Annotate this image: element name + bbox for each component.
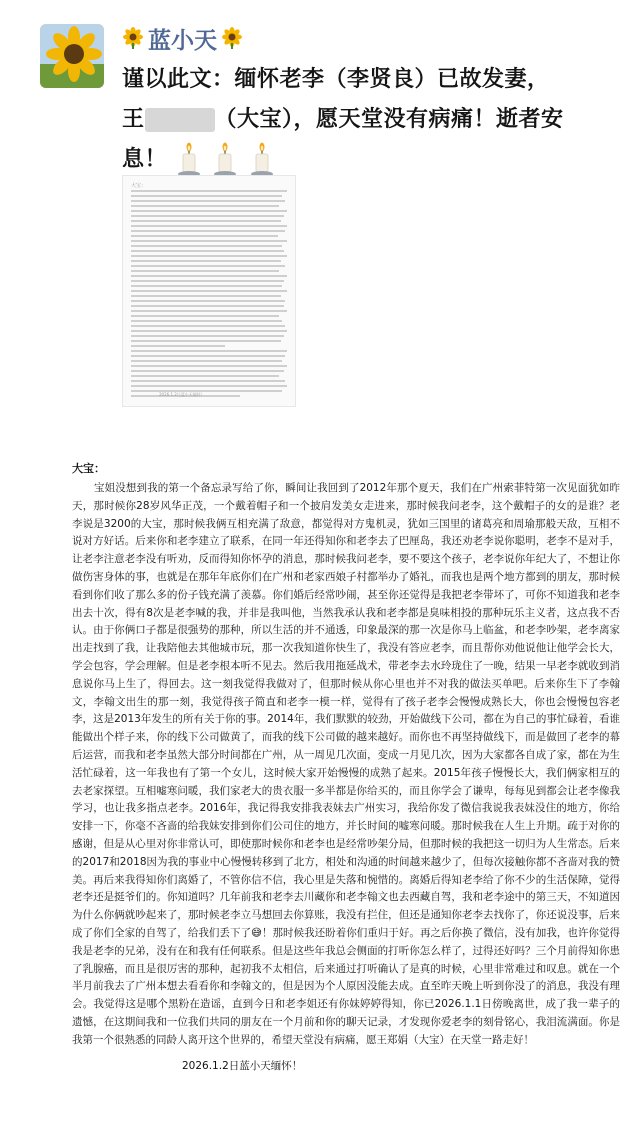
thumbnail-text-line — [131, 200, 285, 202]
caption-line-2-prefix: 王 — [122, 107, 145, 132]
thumbnail-text-line — [131, 380, 285, 382]
thumbnail-header: 大宝： — [131, 183, 147, 189]
thumbnail-footer: 2026.1.2日蓝小天缅怀！ — [159, 392, 205, 397]
thumbnail-text-line — [131, 290, 287, 292]
thumbnail-text-line — [131, 265, 285, 267]
thumbnail-text-line — [131, 385, 287, 387]
thumbnail-text-line — [131, 250, 284, 252]
thumbnail-text-line — [131, 205, 279, 207]
thumbnail-text-lines — [131, 190, 287, 400]
post-caption — [122, 60, 622, 180]
thumbnail-text-line — [131, 370, 284, 372]
candle-icon — [175, 142, 203, 178]
thumbnail-text-line — [131, 320, 282, 322]
thumbnail-text-line — [131, 285, 282, 287]
sunflower-icon — [221, 27, 243, 49]
thumbnail-text-line — [131, 190, 287, 192]
caption-line-3-text: 息！ — [122, 147, 168, 172]
thumbnail-text-line — [131, 350, 287, 352]
thumbnail-text-line — [131, 355, 285, 357]
thumbnail-text-line — [131, 325, 285, 327]
thumbnail-text-line — [131, 215, 284, 217]
thumbnail-text-line — [131, 245, 282, 247]
thumbnail-text-line — [131, 310, 287, 312]
thumbnail-text-line — [131, 315, 279, 317]
thumbnail-text-line — [131, 270, 279, 272]
thumbnail-text-line — [131, 365, 287, 367]
letter-document — [72, 460, 620, 1073]
thumbnail-text-line — [131, 225, 287, 227]
thumbnail-text-line — [131, 235, 278, 237]
caption-line-2 — [122, 100, 622, 140]
thumbnail-text-line — [131, 275, 287, 277]
attached-image-thumbnail[interactable] — [122, 175, 296, 407]
thumbnail-text-line — [131, 280, 284, 282]
thumbnail-text-line — [131, 335, 284, 337]
thumbnail-text-line — [131, 300, 285, 302]
letter-body: 宝姐没想到我的第一个备忘录写给了你，瞬间让我回到了2012年那个夏天，我们在广州索菲特第一次见面犹如昨天，那时候你28岁风华正茂，一个戴着帽子和一个披肩发美女走进来，那时候我问老李，这个戴帽子的女的是谁？老李说是3200的大宝，那时候我俩互相充满了敌意，都觉得对方鬼机灵，犹如三国里的诸葛亮和周瑜那般天敌，互相不说对方好话。后来你和老李建立了联系，在同一年还得知你和老李去了巴厘岛，我还劝老李说你聪明，老李不是对手，让老李注意老李没有听劝，反而得知你怀孕的消息，那时候我问老李，要不要这个孩子，老李说你年纪大了，不想让你做伤害身体的事，也就是在那年年底你们在广州和老家西娘子村都举办了婚礼，而我也是两个地方都到的朋友，那时候看到你们收了那么多的份子钱充满了羡慕。你们婚后经常吵闹，甚至你还觉得是我把老李带坏了，可你不知道我和老李出去十次，得有8次是老李喊的我，并非是我叫他，当然我承认我和老李都是臭味相投的那种玩乐主义者，这点我不否认。由于你俩口子都是很强势的那种，所以生活的并不通透，印象最深的那一次是你马上临盆，和老李吵架，老李离家出走找到了我，让我陪他去其他城市玩，那一次我知道你快生了，我没有答应老李，而且帮你劝他说他让他学会长大，学会包容，学会理解。但是老李根本听不见去。然后我用拖延战术，带老李去水玲珑住了一晚，结果一早老李就收到消息说你马上生了，得回去。这一刻我觉得我做对了，但那时候从你心里也并不对我的做法买单吧。后来你生下了李翰文，李翰文出生的那一刻，我觉得孩子简直和老李一模一样，觉得有了孩子老李会慢慢成熟长大，你也会慢慢包容老李，这是2013年发生的所有关于你的事。2014年，我们默默的较劲，开始做线下公司，都在为自己的事忙碌着，看谁能做出个样子来，你的线下公司做黄了，而我的线下公司做的越来越好。而你也不再坚持做线下，而是做回了老李的幕后运营，而我和老李虽然大部分时间都在广州，从一周见几次面，变成一月见几次，因为大家都各自成了家，都在为生活忙碌着，这一年我也有了第一个女儿，这时候大家开始慢慢的成熟了起来。2015年孩子慢慢长大，我们俩家相互的去老家探望。互相嘘寒问暖，我们家老大的贵衣服一多半都是你给买的，而且你学会了谦卑，每每见到都会让老李像我学习，也让我多指点老李。2016年，我记得我安排我表妹去广州实习，我给你发了微信我说我表妹没住的地方，你给安排一下，你毫不吝啬的给我妹安排到你们公司住的地方，并长时间的嘘寒问暖。那时候我在人生上升期。疏于对你的感谢，但是从心里对你非常认可，即使那时候你和老李也是经常吵架分局，但那时候的我把这一切归为人生常态。后来的2017和2018因为我的事业中心慢慢转移到了北方，相处和沟通的时间越来越少了，但每次接触你都不吝啬对我的赞美。再后来我得知你们离婚了，不管你信不信，我心里是失落和惋惜的。离婚后得知老李给了你不少的生活保障，觉得老李还是挺爷们的。你知道吗？几年前我和老李去川藏你和老李翰文也去西藏自驾，我和老李途中的第三天，不知道因为什么你俩就吵起来了，那时候老李立马想回去你算账，我没有拦住，但还是通知你老李去找你了，你还说没事，后来成了你们全家的自驾了，给我们丢下了😅！那时候我还盼着你们重归于好。再之后你换了微信，没有加我，也许你觉得我是老李的兄弟，没有在和我有任何联系。但是这些年我总会侧面的打听你怎么样了，过得还好吗？三个月前得知你患了乳腺癌，而且是很厉害的那种，起初我不太相信，后来通过打听确认了是真的时候，心里非常难过和叹息。就在一个半月前我去了广州本想去看看你和李翰文的，但是因为个人原因没能去成。直至昨天晚上听到你没了的消息，我没有理会。我觉得这是哪个黑粉在造谣，直到今日和老李姐还有你妹婷婷得知，你已2026.1.1日傍晚离世，成了我一辈子的遗憾，在这期间我和一位我们共同的朋友在一个月前和你的聊天记录，才发现你爱老李的刻骨铭心，我泪流满面。你是我第一个很熟悉的同龄人离开这个世界的，希望天堂没有病痛，愿王郑娟（大宝）在天堂一路走好！ — [72, 482, 620, 1046]
candle-icon — [211, 142, 239, 178]
author-row — [122, 20, 243, 56]
thumbnail-text-line — [131, 220, 281, 222]
thumbnail-text-line — [131, 345, 225, 347]
thumbnail-text-line — [131, 230, 285, 232]
caption-line-2-suffix: （大宝），愿天堂没有病痛！逝者安 — [214, 107, 564, 132]
thumbnail-text-line — [131, 375, 279, 377]
thumbnail-text-line — [131, 295, 281, 297]
candle-icon — [248, 142, 276, 178]
author-name[interactable]: 蓝小天 — [148, 27, 217, 54]
caption-line-1: 谨以此文：缅怀老李（李贤良）已故发妻， — [122, 67, 550, 92]
caption-line-3 — [122, 140, 622, 180]
thumbnail-text-line — [131, 340, 281, 342]
sunflower-avatar-icon — [40, 24, 104, 88]
letter-salutation: 大宝： — [72, 462, 105, 475]
sunflower-icon — [122, 27, 144, 49]
thumbnail-text-line — [131, 305, 284, 307]
thumbnail-text-line — [131, 260, 281, 262]
thumbnail-text-line — [131, 240, 287, 242]
avatar[interactable] — [40, 24, 104, 88]
redacted-name-block — [145, 108, 215, 132]
letter-signature: 2026.1.2日蓝小天缅怀！ — [182, 1059, 303, 1072]
thumbnail-text-line — [131, 255, 287, 257]
thumbnail-text-line — [131, 195, 282, 197]
thumbnail-text-line — [131, 210, 287, 212]
thumbnail-text-line — [131, 330, 287, 332]
thumbnail-text-line — [131, 360, 282, 362]
thumbnail-text-line — [131, 390, 282, 392]
